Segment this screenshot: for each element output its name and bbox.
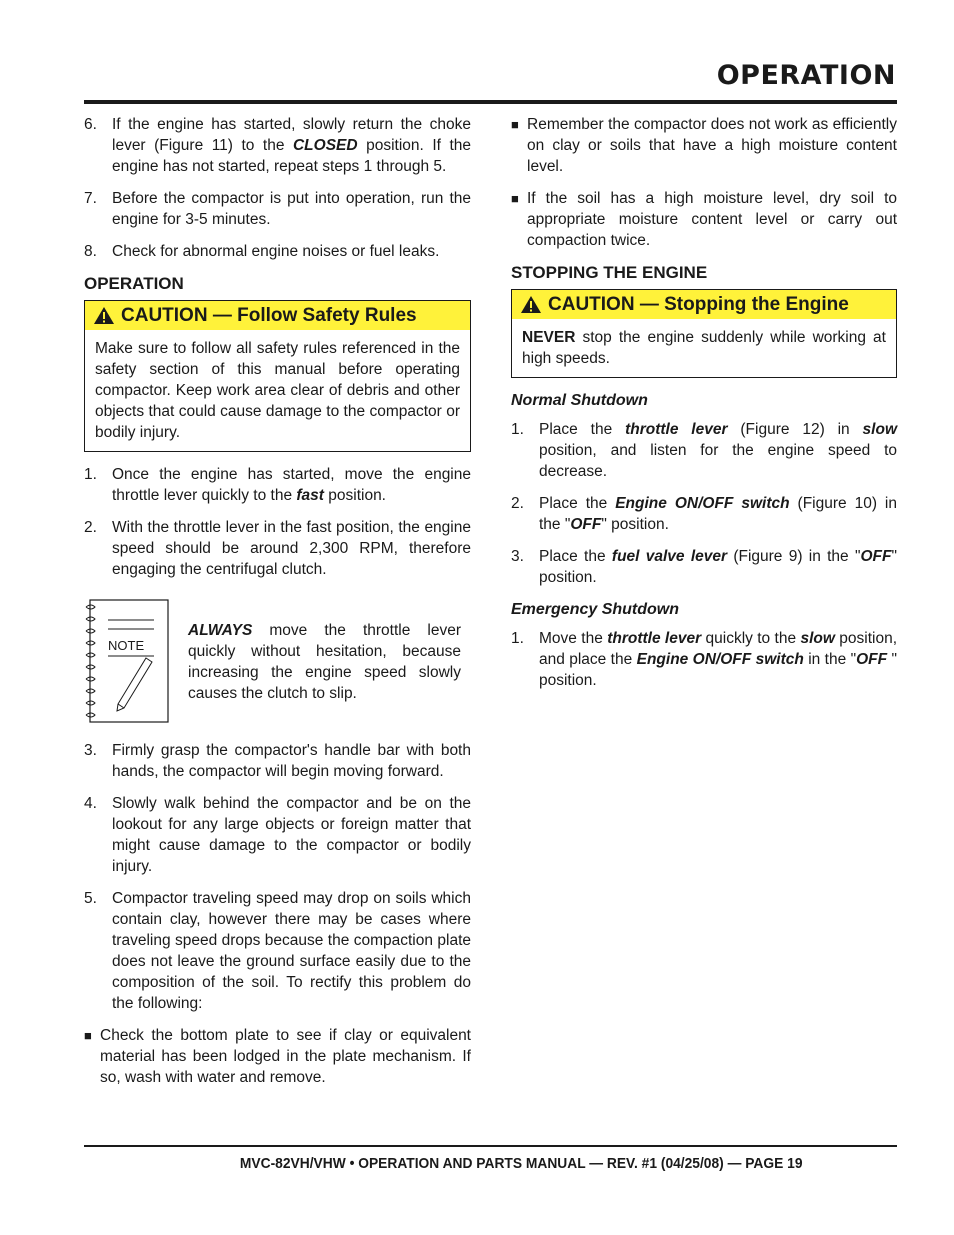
bullet-text: Check the bottom plate to see if clay or equivalent material has been lodged in the plate mechanism. If so, wash with water and remove.: [100, 1027, 471, 1086]
list-item: [84, 464, 471, 506]
list-item: [84, 188, 471, 230]
left-column: [84, 114, 471, 1099]
bullet-text: Remember the compactor does not work as efficiently on clay or soils that have a high moisture content level.: [527, 116, 897, 175]
step-number: 8.: [84, 243, 97, 260]
step-number: 3.: [511, 548, 524, 565]
caution-body: Make sure to follow all safety rules referenced in the safety section of this manual before operating compactor. Keep work area clear of debris and other objects that could cause damage to the compactor or bodily injury.: [95, 340, 460, 441]
list-item: [84, 793, 471, 877]
list-item: [84, 114, 471, 177]
list-item: [84, 740, 471, 782]
step-text: Firmly grasp the compactor's handle bar with both hands, the compactor will begin moving forward.: [112, 742, 471, 780]
step-text: Place the fuel valve lever (Figure 9) in the "OFF" position.: [539, 548, 897, 586]
list-item: [511, 628, 897, 691]
caution-title: CAUTION — Stopping the Engine: [548, 294, 849, 315]
step-text: Compactor traveling speed may drop on soils which contain clay, however there may be cases where traveling speed drops because the compaction plate does not leave the ground surface easily due to the composition of the soil. To rectify this problem do the following:: [112, 890, 471, 1012]
step-text: Once the engine has started, move the engine throttle lever quickly to the fast position.: [112, 466, 471, 504]
operation-heading: OPERATION: [84, 274, 184, 293]
step-number: 4.: [84, 795, 97, 812]
square-bullet-icon: ■: [511, 117, 519, 132]
caution-title: CAUTION — Follow Safety Rules: [121, 305, 417, 326]
caution-body: NEVER stop the engine suddenly while working at high speeds.: [522, 329, 886, 367]
square-bullet-icon: ■: [511, 191, 519, 206]
list-item: [84, 241, 471, 262]
list-item: [511, 419, 897, 482]
page-title: OPERATION: [716, 60, 896, 91]
header-rule: [84, 100, 897, 104]
note-text: ALWAYS move the throttle lever quickly without hesitation, because increasing the engine speed slowly causes the clutch to slip.: [188, 622, 461, 702]
emergency-shutdown-heading: Emergency Shutdown: [511, 601, 680, 618]
footer-rule: [84, 1145, 897, 1147]
step-text: Before the compactor is put into operation, run the engine for 3-5 minutes.: [112, 190, 471, 228]
bullet-item: [511, 188, 897, 251]
step-text: Move the throttle lever quickly to the slow position, and place the Engine ON/OFF switch in the "OFF " position.: [539, 630, 898, 689]
step-number: 1.: [511, 421, 524, 438]
step-text: Place the Engine ON/OFF switch (Figure 10) in the "OFF" position.: [539, 495, 897, 533]
caution-header: [512, 290, 896, 319]
step-number: 5.: [84, 890, 97, 907]
list-item: [511, 493, 897, 535]
caution-header: [85, 301, 470, 330]
page-footer: MVC-82VH/VHW • OPERATION AND PARTS MANUAL — REV. #1 (04/25/08) — PAGE 19: [239, 1155, 802, 1172]
warning-triangle-icon: [93, 306, 115, 325]
step-text: Place the throttle lever (Figure 12) in slow position, and listen for the engine speed to decrease.: [539, 421, 897, 480]
note-block: [84, 598, 471, 724]
step-number: 2.: [511, 495, 524, 512]
normal-shutdown-heading: Normal Shutdown: [511, 392, 648, 409]
step-number: 1.: [84, 466, 97, 483]
bullet-item: [511, 114, 897, 177]
right-column: [511, 114, 897, 702]
step-number: 2.: [84, 519, 97, 536]
caution-box-stopping: [511, 289, 897, 378]
warning-triangle-icon: [520, 295, 542, 314]
note-label: NOTE: [108, 638, 145, 653]
step-text: Slowly walk behind the compactor and be on the lookout for any large objects or foreign matter that might cause damage to the compactor or bodily injury.: [112, 795, 471, 875]
list-item: [84, 888, 471, 1014]
list-item: [511, 546, 897, 588]
bullet-item: [84, 1025, 471, 1088]
step-number: 1.: [511, 630, 524, 647]
stopping-heading: STOPPING THE ENGINE: [511, 263, 708, 282]
bullet-text: If the soil has a high moisture level, dry soil to appropriate moisture content level or carry out compaction twice.: [527, 190, 897, 249]
note-pad-icon: [84, 598, 170, 724]
step-number: 7.: [84, 190, 97, 207]
step-text: With the throttle lever in the fast position, the engine speed should be around 2,300 RPM, therefore engaging the centrifugal clutch.: [112, 519, 471, 578]
caution-box-safety: [84, 300, 471, 452]
step-number: 3.: [84, 742, 97, 759]
step-text: If the engine has started, slowly return the choke lever (Figure 11) to the CLOSED position. If the engine has not started, repeat steps 1 through 5.: [112, 116, 472, 175]
list-item: [84, 517, 471, 580]
step-number: 6.: [84, 116, 97, 133]
square-bullet-icon: ■: [84, 1028, 92, 1043]
step-text: Check for abnormal engine noises or fuel leaks.: [112, 243, 440, 260]
